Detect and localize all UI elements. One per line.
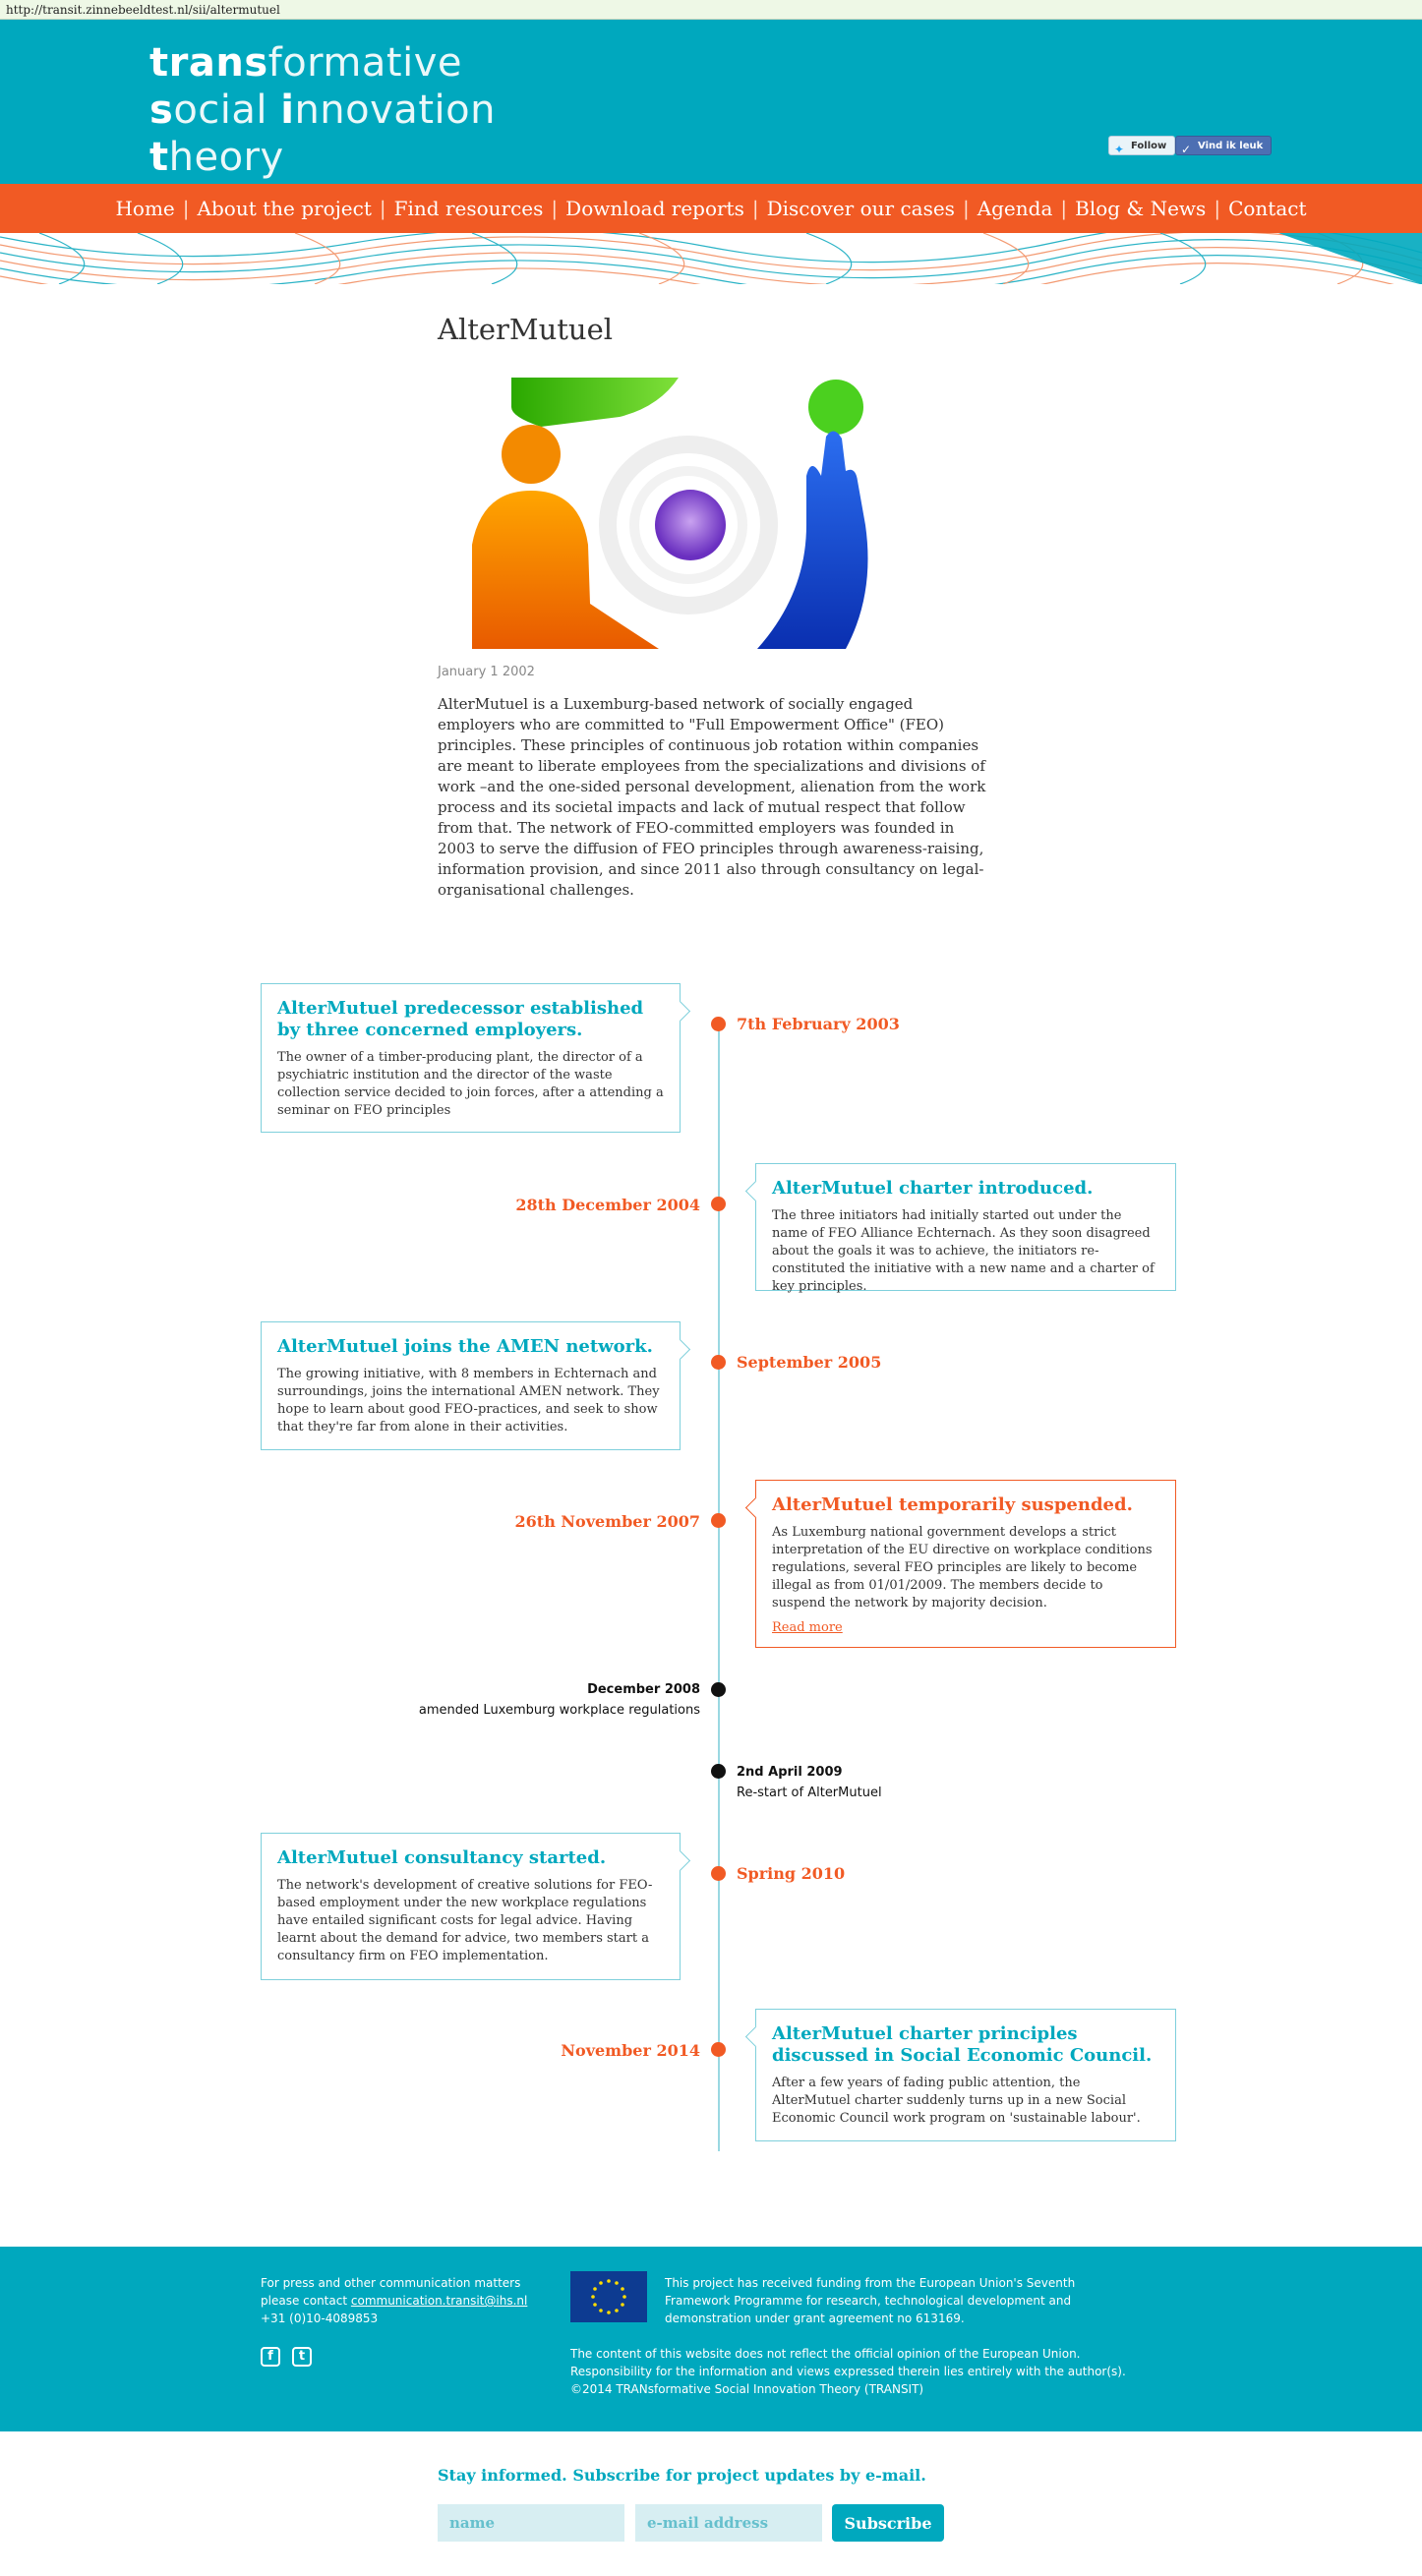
article-body: AlterMutuel is a Luxemburg-based network of socially engaged employers who are committed to "Full Empowerment Office" (FEO) principles. These principles of continuous job rotation within companies are meant to liberate employees from the specializations and divisions of work –and the one-sided personal development, alienation from the work process and its societal impacts and lack of mutual respect that follow from that. The network of FEO-committed employers was founded in 2003 to serve the diffusion of FEO principles through awareness-raising, information provision, and since 2011 also through consultancy on legal-organisational challenges. — [438, 695, 986, 899]
timeline-event-card — [261, 1321, 681, 1450]
press-contact — [261, 2274, 546, 2327]
timeline-dot — [711, 2042, 726, 2057]
footer-social-links — [261, 2347, 324, 2367]
press-email-link[interactable]: communication.transit@ihs.nl — [350, 2294, 528, 2308]
logo-text: ocial — [173, 88, 281, 133]
logo-text: i — [280, 88, 295, 133]
logo-text: heory — [168, 135, 284, 180]
event-text: The network's development of creative solutions for FEO-based employment under the new workplace regulations have entailed significant costs for legal advice. Having learnt about the demand for advice, two members start a consultancy firm on FEO implementation. — [277, 1878, 653, 1963]
timeline-dot-minor — [711, 1682, 726, 1697]
timeline-dot — [711, 1017, 726, 1031]
timeline-axis — [718, 1023, 720, 2151]
copyright-text: ©2014 TRANsformative Social Innovation Theory (TRANSIT) — [570, 2382, 924, 2396]
nav-download-reports[interactable]: Download reports — [565, 197, 744, 220]
timeline-dot — [711, 1866, 726, 1881]
facebook-icon[interactable]: f — [261, 2347, 280, 2367]
nav-separator: | — [962, 197, 970, 220]
site-header — [0, 20, 1422, 184]
subscribe-heading: Stay informed. Subscribe for project updates by e-mail. — [438, 2466, 926, 2485]
event-date: Spring 2010 — [737, 1864, 846, 1883]
main-navigation — [0, 184, 1422, 233]
card-pointer — [670, 1339, 690, 1360]
facebook-like-label: Vind ik leuk — [1198, 141, 1264, 151]
site-logo[interactable] — [149, 39, 496, 181]
nav-contact[interactable]: Contact — [1228, 197, 1307, 220]
event-date: December 2008 — [587, 1682, 700, 1697]
altermutuel-logo-image — [472, 378, 905, 649]
nav-discover-our-cases[interactable]: Discover our cases — [766, 197, 955, 220]
event-date: 28th December 2004 — [515, 1196, 700, 1214]
nav-separator: | — [551, 197, 559, 220]
nav-blog-news[interactable]: Blog & News — [1075, 197, 1207, 220]
event-title: AlterMutuel charter principles discussed in Social Economic Council. — [772, 2023, 1153, 2066]
event-title: AlterMutuel joins the AMEN network. — [277, 1336, 653, 1357]
twitter-follow-button[interactable] — [1108, 136, 1175, 155]
subscribe-button[interactable]: Subscribe — [832, 2504, 944, 2542]
event-date: 26th November 2007 — [514, 1512, 700, 1531]
disclaimer-text: The content of this website does not reflect the official opinion of the European Union. Responsibility for the information and views expressed therein lies entirely with the author(s). — [570, 2347, 1126, 2378]
nav-separator: | — [751, 197, 759, 220]
read-more-link[interactable]: Read more — [772, 1620, 843, 1635]
eu-flag-icon — [570, 2271, 647, 2322]
timeline-event-card — [261, 1833, 681, 1980]
card-pointer — [670, 1850, 690, 1871]
decorative-wave-pattern — [0, 233, 1422, 284]
page-title: AlterMutuel — [438, 313, 614, 346]
logo-text: nnovation — [294, 88, 496, 133]
eu-disclaimer — [570, 2345, 1160, 2398]
site-footer — [0, 2247, 1422, 2431]
nav-find-resources[interactable]: Find resources — [393, 197, 544, 220]
event-text: Re-start of AlterMutuel — [737, 1786, 882, 1800]
decorative-wave-band — [0, 233, 1422, 284]
timeline-event-card — [261, 983, 681, 1133]
logo-text: s — [149, 88, 174, 133]
timeline-dot — [711, 1355, 726, 1370]
subscribe-name-input[interactable] — [438, 2504, 624, 2542]
timeline-dot — [711, 1513, 726, 1528]
card-pointer — [745, 1181, 766, 1201]
nav-separator: | — [1060, 197, 1068, 220]
timeline-event-card — [755, 2009, 1176, 2141]
event-title: AlterMutuel predecessor established by three concerned employers. — [277, 998, 644, 1040]
nav-separator: | — [1214, 197, 1221, 220]
browser-url-bar[interactable]: http://transit.zinnebeeldtest.nl/sii/altermutuel — [0, 0, 1422, 20]
timeline-event-card — [755, 1163, 1176, 1294]
subscribe-email-input[interactable] — [635, 2504, 822, 2542]
event-text: After a few years of fading public attention, the AlterMutuel charter suddenly turns up in a new Social Economic Council work program on 'sustainable labour'. — [772, 2076, 1141, 2126]
event-title: AlterMutuel charter introduced. — [772, 1178, 1094, 1199]
nav-separator: | — [182, 197, 190, 220]
card-pointer — [745, 2026, 766, 2047]
event-title: AlterMutuel consultancy started. — [277, 1847, 607, 1868]
logo-text: t — [149, 135, 169, 180]
twitter-icon[interactable]: t — [292, 2347, 312, 2367]
facebook-like-button[interactable] — [1175, 136, 1272, 155]
article-date: January 1 2002 — [438, 665, 535, 679]
eu-funding-notice: This project has received funding from the European Union's Seventh Framework Programme for research, technological development and demonstration under grant agreement no 613169. — [665, 2276, 1076, 2325]
event-text: The owner of a timber-producing plant, the director of a psychiatric institution and the director of the waste collection service decided to join forces, after a attending a seminar on FEO principles — [277, 1050, 664, 1118]
event-text: The three initiators had initially started out under the name of FEO Alliance Echternach. As they soon disagreed about the goals it was to achieve, the initiators re-constituted the initiative with a new name and a charter of key principles. — [772, 1208, 1155, 1294]
press-contact-text: For press and other communication matters please contact — [261, 2276, 521, 2308]
event-date: September 2005 — [737, 1353, 882, 1372]
timeline-event-card-highlighted — [755, 1480, 1176, 1648]
event-date: 2nd April 2009 — [737, 1765, 843, 1780]
timeline-dot-minor — [711, 1764, 726, 1779]
event-title: AlterMutuel temporarily suspended. — [772, 1494, 1133, 1515]
nav-about-the-project[interactable]: About the project — [197, 197, 372, 220]
event-date: November 2014 — [561, 2041, 700, 2060]
card-pointer — [670, 1001, 690, 1022]
nav-separator: | — [379, 197, 386, 220]
event-text: amended Luxemburg workplace regulations — [418, 1703, 700, 1718]
twitter-bird-icon: ✦ — [1114, 143, 1125, 156]
event-text: The growing initiative, with 8 members in Echternach and surroundings, joins the international AMEN network. They hope to learn about good FEO-practices, and seek to show that they're far from alone in their activities. — [277, 1367, 660, 1434]
nav-home[interactable]: Home — [115, 197, 175, 220]
logo-text: formative — [267, 40, 462, 86]
nav-agenda[interactable]: Agenda — [977, 197, 1053, 220]
card-pointer — [745, 1497, 766, 1518]
event-text: As Luxemburg national government develops a strict interpretation of the EU directive on workplace conditions regulations, several FEO principles are likely to become illegal as from 01/01/2009. The members decide to suspend the network by majority decision. — [772, 1525, 1153, 1610]
twitter-follow-label: Follow — [1131, 141, 1167, 151]
event-date: 7th February 2003 — [737, 1015, 900, 1033]
check-icon: ✓ — [1181, 143, 1192, 156]
logo-text: trans — [149, 40, 268, 86]
press-phone: +31 (0)10-4089853 — [261, 2312, 379, 2325]
timeline-dot — [711, 1197, 726, 1211]
